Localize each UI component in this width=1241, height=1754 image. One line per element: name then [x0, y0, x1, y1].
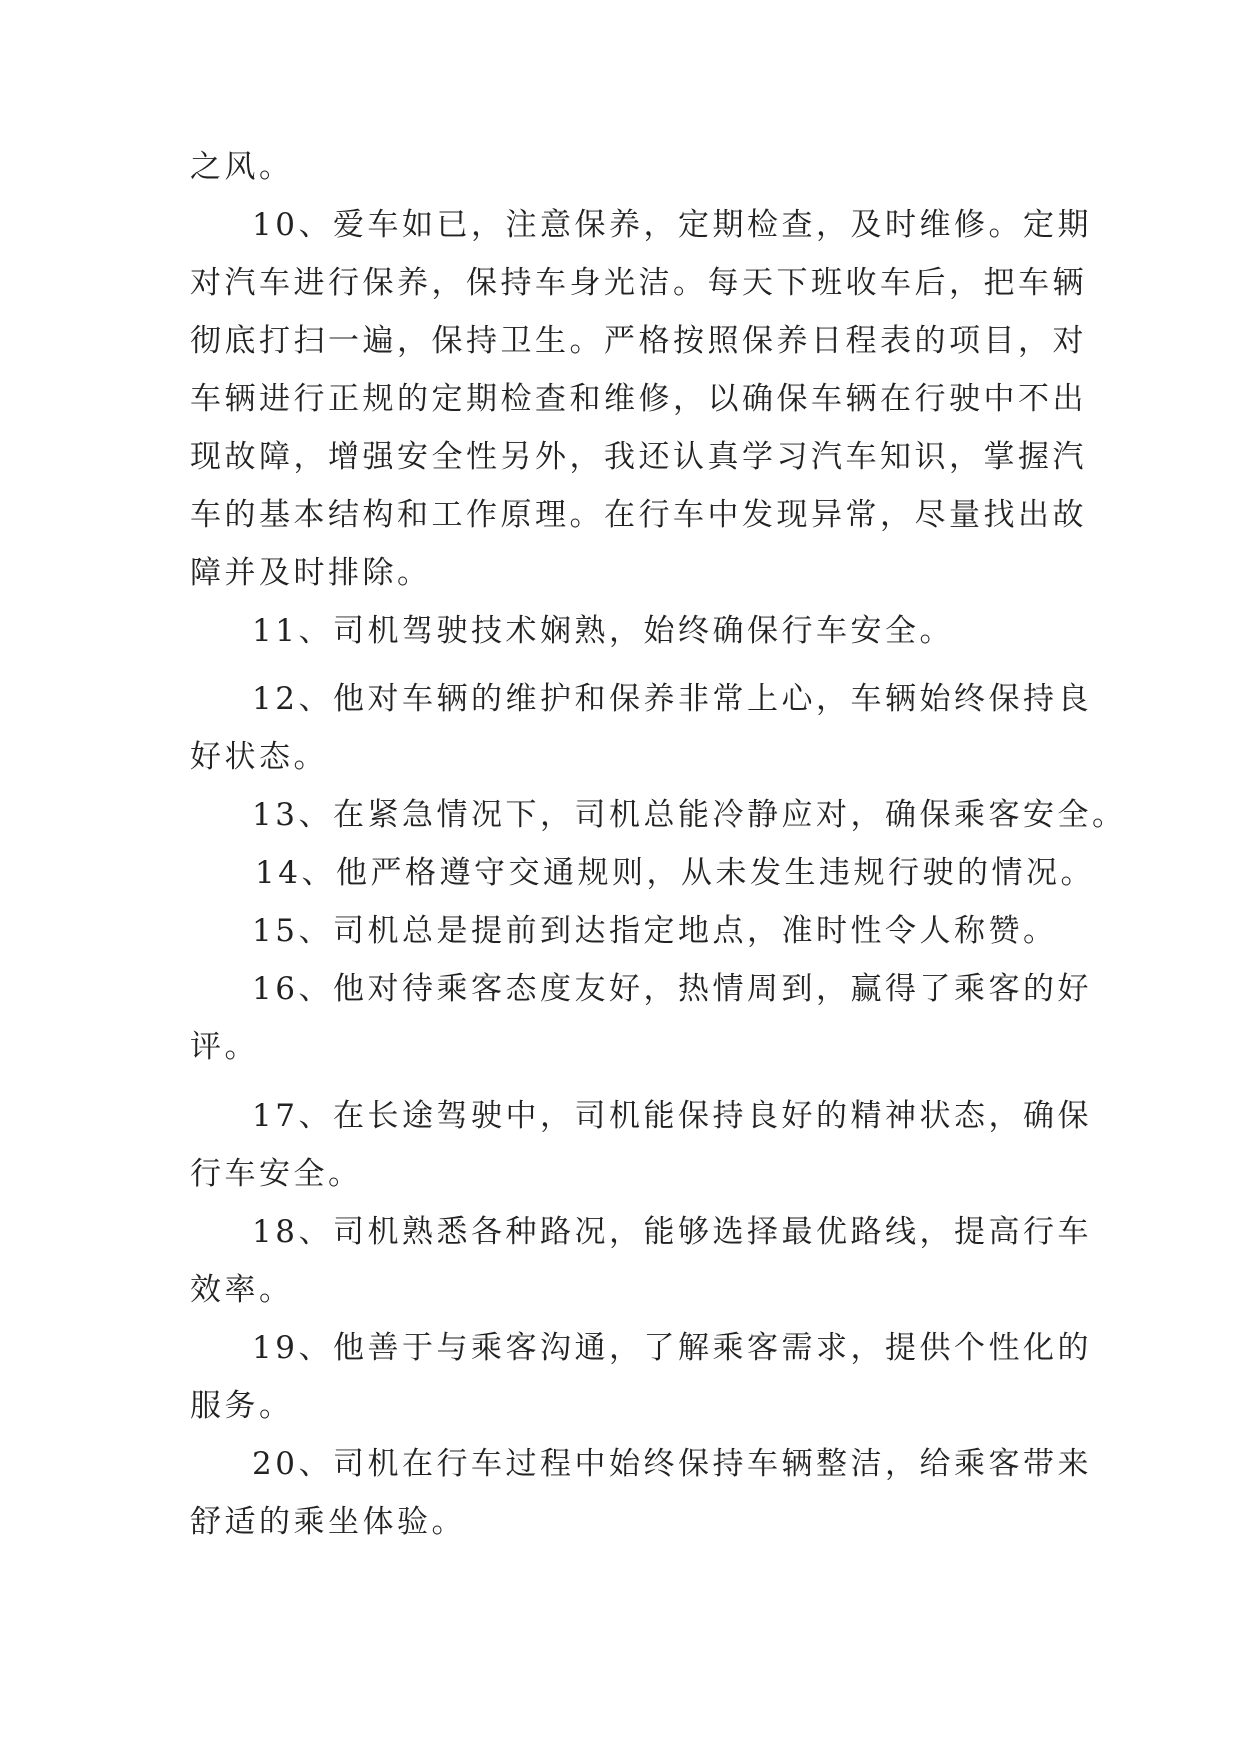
text-line: 12、他对车辆的维护和保养非常上心，车辆始终保持良: [252, 681, 1092, 717]
text-line: 对汽车进行保养，保持车身光洁。每天下班收车后，把车辆: [190, 265, 1087, 301]
text-line: 10、爱车如已，注意保养，定期检查，及时维修。定期: [252, 207, 1092, 243]
text-line: 好状态。: [190, 739, 328, 775]
text-line: 18、司机熟悉各种路况，能够选择最优路线，提高行车: [252, 1214, 1092, 1250]
text-line: 服务。: [190, 1388, 294, 1424]
text-line: 车的基本结构和工作原理。在行车中发现异常，尽量找出故: [190, 497, 1087, 533]
text-line: 现故障，增强安全性另外，我还认真学习汽车知识，掌握汽: [190, 439, 1087, 475]
text-line: 车辆进行正规的定期检查和维修，以确保车辆在行驶中不出: [190, 381, 1087, 417]
text-line: 17、在长途驾驶中，司机能保持良好的精神状态，确保: [252, 1098, 1092, 1134]
text-line: 行车安全。: [190, 1156, 363, 1192]
text-line: 14、他严格遵守交通规则，从未发生违规行驶的情况。: [255, 855, 1095, 891]
text-line: 13、在紧急情况下，司机总能冷静应对，确保乘客安全。: [252, 797, 1127, 833]
text-line: 评。: [190, 1029, 259, 1065]
text-line: 彻底打扫一遍，保持卫生。严格按照保养日程表的项目，对: [190, 323, 1087, 359]
text-line: 之风。: [190, 149, 294, 185]
text-line: 障并及时排除。: [190, 555, 432, 591]
text-line: 16、他对待乘客态度友好，热情周到，赢得了乘客的好: [252, 971, 1092, 1007]
text-line: 20、司机在行车过程中始终保持车辆整洁，给乘客带来: [252, 1446, 1092, 1482]
text-line: 效率。: [190, 1272, 294, 1308]
text-line: 15、司机总是提前到达指定地点，准时性令人称赞。: [252, 913, 1058, 949]
text-line: 11、司机驾驶技术娴熟，始终确保行车安全。: [252, 613, 954, 649]
text-line: 舒适的乘坐体验。: [190, 1504, 466, 1540]
text-line: 19、他善于与乘客沟通，了解乘客需求，提供个性化的: [252, 1330, 1092, 1366]
